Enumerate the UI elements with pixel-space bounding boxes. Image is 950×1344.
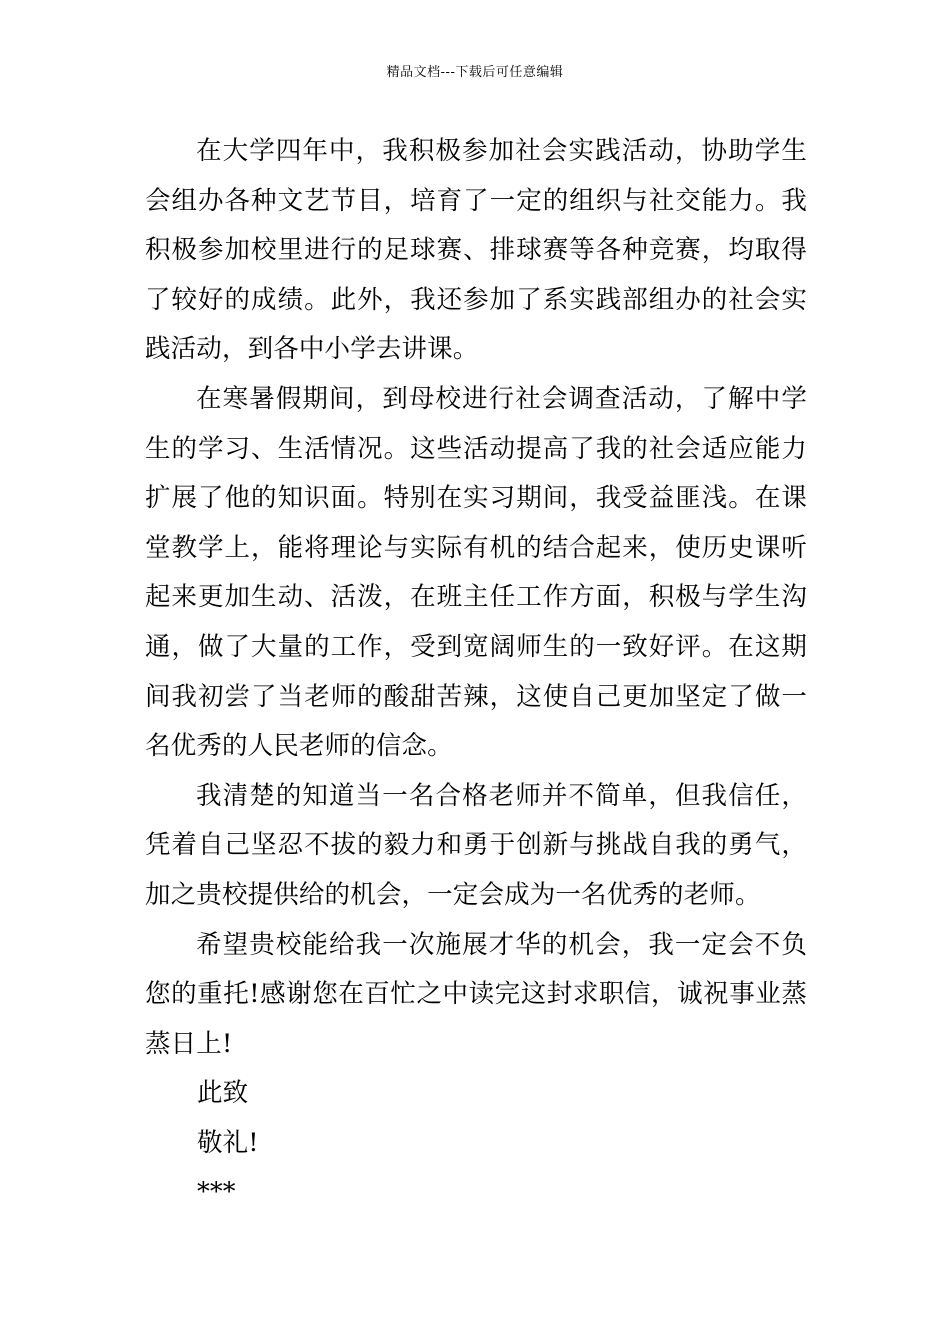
letter-body	[145, 127, 807, 1218]
paragraph-hope: 希望贵校能给我一次施展才华的机会，我一定会不负您的重托!感谢您在百忙之中读完这封求职信，诚祝事业蒸蒸日上!	[145, 929, 807, 1059]
page-header: 精品文档---下载后可任意编辑	[386, 65, 564, 80]
closing-salutation: 此致	[197, 1078, 249, 1109]
signature-placeholder: ***	[197, 1177, 236, 1208]
paragraph-internship: 在寒暑假期间，到母校进行社会调查活动，了解中学生的学习、生活情况。这些活动提高了我的社会适应能力扩展了他的知识面。特别在实习期间，我受益匪浅。在课堂教学上，能将理论与实际有机的结合起来，使历史课听起来更加生动、活泼，在班主任工作方面，积极与学生沟通，做了大量的工作，受到宽阔师生的一致好评。在这期间我初尝了当老师的酸甜苦辣，这使自己更加坚定了做一名优秀的人民老师的信念。	[145, 383, 807, 762]
paragraph-activities: 在大学四年中，我积极参加社会实践活动，协助学生会组办各种文艺节目，培育了一定的组织与社交能力。我积极参加校里进行的足球赛、排球赛等各种竞赛，均取得了较好的成绩。此外，我还参加了系实践部组办的社会实践活动，到各中小学去讲课。	[145, 136, 807, 365]
paragraph-confidence: 我清楚的知道当一名合格老师并不简单，但我信任，凭着自己坚忍不拔的毅力和勇于创新与挑战自我的勇气，加之贵校提供给的机会，一定会成为一名优秀的老师。	[145, 780, 807, 910]
closing-regards: 敬礼!	[197, 1127, 259, 1158]
